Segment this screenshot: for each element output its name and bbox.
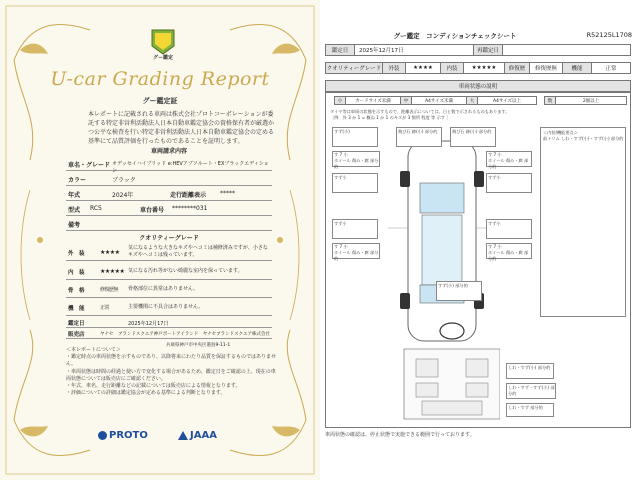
vehicle-row-year [66,186,272,201]
note-item: ・車両状態は時間の経過と使い方で変化する場合があるため、鑑定日をご確認の上、現在の車両状態については販売店にご確認ください。 [66,368,276,382]
row-label: 型式 [68,207,81,214]
damage-label: しわ・すず 部分的 [508,405,543,410]
quality-row-interior [66,262,272,280]
row-label-2: 走行距離表示 [170,192,207,199]
rating-stars: ★★★★ [100,249,120,256]
rating-text: 正常 [100,305,110,311]
dealer-row [66,328,272,339]
damage-label: す 7 小 ホイール 傷み・腐 部分的 [488,152,529,169]
note-item: ・評価についての詳細は鑑定協会が定める基準による判断となります。 [66,390,226,397]
size-medium-desc: A4サイズ未満 [411,96,467,105]
notes-heading: ＜本レポートについて＞ [66,347,121,353]
vehicle-section-title: 車両請求内容 [150,148,187,155]
function-value: 正常 [591,62,631,74]
damage-label: 飛び石 跡(小) 部分的 [452,129,492,134]
damage-label: すず小 [334,175,347,180]
size-large-label: 大 [466,96,478,105]
row-label-2: 車台番号 [140,207,165,214]
row-value: ブラック [112,177,136,184]
row-value: 2024年 [112,192,134,199]
size-medium-label: 中 [400,96,412,105]
jaaa-logo: JAAA [178,430,217,441]
report-notes [66,347,276,397]
row-label: 備考 [68,222,81,229]
legend-line-1: タイヤ等は車両の状態を示すもので、距離表示については、日と数で示されるものもあります。 [330,109,510,114]
interior-notes-box [540,127,626,317]
count-label: 数 [544,96,556,105]
row-label: 鑑定日 [68,321,85,327]
exterior-value: ★★★★ [405,62,441,74]
damage-label: す 7 小 ホイール 傷み・腐 部分的 [334,152,379,169]
interior-view [382,319,500,423]
interior-label: 内装 [440,62,464,74]
size-large-desc: A4サイズ以上 [477,96,537,105]
row-label: 骨 格 [68,288,85,294]
damage-label: すず小 [488,175,501,180]
appraisal-date-label: 鑑定日 [325,44,355,56]
sheet-footer-note: 車両状態の確認は、停止状態で実施できる範囲で行っております。 [325,432,475,438]
proto-mark-icon [98,431,107,440]
rating-stars: ★★★★★ [100,268,125,275]
legend-line-2: ［例 外 3 か 1 = 概ね 1 か 1 のキズが 3 箇所 程度 等 示す ］ [330,115,451,120]
vehicle-row-color [66,171,272,186]
condition-sheet-title: グー鑑定 コンディションチェックシート [393,32,517,40]
rating-text: 修復歴無 [100,287,119,293]
reappraisal-date-value [502,44,631,56]
damage-label: すず小 [334,221,347,226]
report-title: U-car Grading Report [50,68,270,90]
certificate-title: グー鑑定証 [142,97,178,105]
appraisal-date-row [66,317,272,328]
row-label: 機 能 [68,306,85,312]
row-description: 骨格部位に異常はありません。 [128,286,199,292]
logo-text: グー鑑定 [152,55,173,61]
jaaa-mark-icon [178,431,188,440]
size-small-desc: カードサイズ未満 [345,96,401,105]
repair-history-value: 修復歴無 [529,62,563,74]
function-label: 機能 [562,62,592,74]
damage-label: すず(小) [334,129,350,134]
row-label: 年式 [68,192,81,199]
repair-history-label: 修復歴 [504,62,530,74]
sheet-code: R52125L1708 [586,31,632,39]
row-value-2: ***** [220,190,235,197]
row-value: オデッセイハイブリッド e:HEVアブソルート・EXブラックエディション [112,161,269,174]
damage-label: すず小 [488,221,501,226]
proto-logo: PROTO [98,430,148,441]
damage-label: すず(小) 部分的 [438,283,468,288]
row-value: 2025年12月17日 [128,321,169,327]
row-description: 気になる汚れ等がない綺麗な室内を保っています。 [128,268,243,274]
interior-heading: ＜内装/機能要点＞ [543,130,578,135]
row-description: 主要機関に不具合はありません。 [128,304,204,310]
damage-label: 飛び石 跡(小) 部分的 [398,129,438,134]
damage-label: す 7 小 ホイール 傷み・腐 部分的 [488,244,529,261]
row-label: 外 装 [68,251,85,257]
vehicle-row-model [66,201,272,216]
vehicle-row-remarks [66,216,272,231]
row-label: 車名・グレード [68,162,111,169]
appraisal-date-value: 2025年12月17日 [354,44,474,56]
vehicle-condition-diagram [325,92,631,428]
quality-row-exterior [66,243,272,261]
note-item: ・年式、車名、走行距離などの記載については販売店による情報となります。 [66,383,241,390]
quality-row-frame [66,280,272,298]
row-label: カラー [68,177,87,184]
diagram-title: 車両状態の説明 [325,80,631,92]
certificate-text: 本レポートに記載される車両は株式会社プロトコーポレーションが委託する特定非営利活動法人日本自動車鑑定協会の資格保有者が厳選かつ公平な検査を行い特定非営利活動法人日本自動車鑑定協会の定める基準にて品質評価を行ったものであることを証明します。 [88,111,275,145]
interior-value: ★★★★★ [463,62,505,74]
damage-label: す 7 小 ホイール 傷み・腐 部分的 [334,244,379,261]
quality-section-title: クオリティーグレード [139,235,199,242]
row-label: 内 装 [68,270,85,276]
damage-label: しわ・すず・すず(小) 部分的 [508,385,555,396]
note-item: ・鑑定時点の車両状態を示すものであり、以降将来にわたり品質を保証するものではありません。 [66,354,277,368]
row-value: 兵庫県神戸市中央区港島9-11-1 [166,343,231,348]
size-small-label: 小 [334,96,346,105]
row-value: RC5 [90,205,102,212]
count-desc: 2個以上 [555,96,627,105]
quality-grade-label: クオリティーグレード [325,62,383,74]
row-value-2: ********031 [172,205,208,212]
vehicle-row-name [66,156,272,174]
row-label: 販売店 [68,332,85,338]
quality-row-function [66,298,272,316]
row-value: ヤナセ ブランドスクエア神戸ポートアイランド ヤナセブランドスクエア株式会社 [100,332,271,337]
row-description: 気になるような大きなキズやヘコミは補修済みですが、小さなキズやヘコミは残っています。 [128,245,268,258]
interior-text: 前トリム しわ・すず(小)・すず(小) 部分的 [543,136,624,141]
damage-label: しわ・すず(小) 部分的 [508,365,551,370]
exterior-label: 外装 [382,62,406,74]
reappraisal-date-label: 再鑑定日 [473,44,503,56]
